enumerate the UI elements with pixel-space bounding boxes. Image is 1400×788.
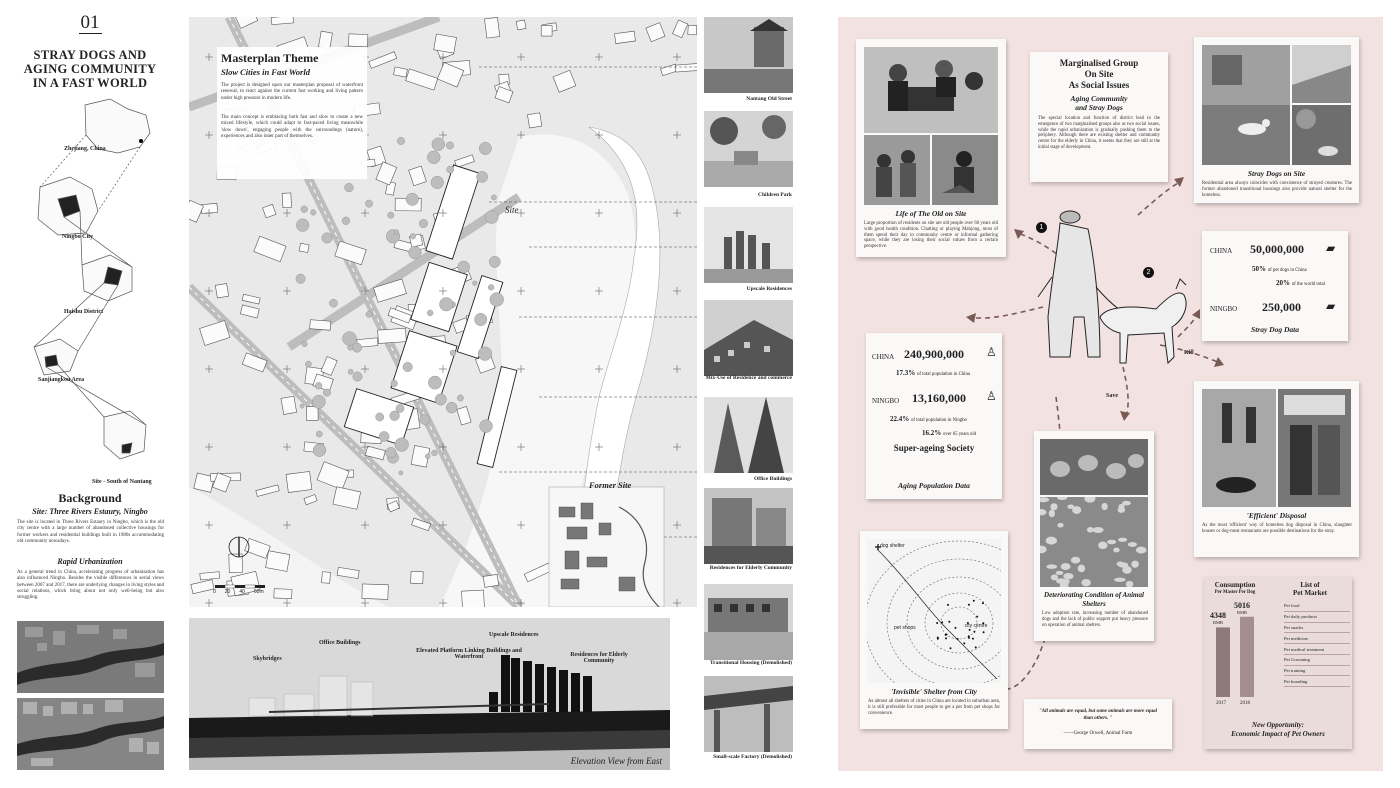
aerial-photo-2017 [17, 698, 164, 770]
marginalised-text: The special location and function of district lead to the emergence of two marginalised groups also as two social issues, while the rapid urbanization is gradually pushing them to the periphery. Although there are existing shelter and community centre for the elderly in China, it seems that they are still at the initial stage of development. [1038, 116, 1160, 150]
aging-pct1: 17.3% of total population in China [896, 369, 971, 377]
dog-data-pct1: 50% of pet dogs in China [1252, 265, 1307, 273]
pet-market-list-item: Pet daily products [1284, 612, 1350, 623]
masterplan-subtitle: Slow Cities in Fast World [221, 67, 310, 77]
marginalised-subtitle: Aging Community and Stray Dogs [1070, 94, 1128, 112]
bar-value-2018: 5016 [1234, 600, 1250, 610]
dog-data-china-label: CHINA [1210, 247, 1233, 255]
former-site-label: Former Site [589, 480, 632, 490]
pet-market-list-item: Pet medical treatment [1284, 644, 1350, 655]
consumption-subheading: Per Master Per Dog [1214, 590, 1256, 595]
stray-dogs-site-title: Stray Dogs on Site [1247, 169, 1306, 178]
aging-population-title: Aging Population Data [898, 481, 970, 490]
site-label: Site [505, 205, 519, 215]
masterplan-map [189, 17, 697, 607]
elderly-gathering-photo [864, 135, 930, 205]
strip-photo-5 [704, 488, 793, 564]
left-column [0, 0, 180, 788]
aerial-photo-2007 [17, 621, 164, 693]
map-label-ningbo: Ningbo City [62, 234, 94, 240]
invisible-shelter-card [860, 531, 1008, 729]
shelter-dogs-photo-2 [1040, 497, 1148, 587]
masterplan-title: Masterplan Theme [221, 51, 319, 65]
strip-label-7: Small-scale Factory (Demolished) [713, 754, 792, 760]
animal-shelters-text: Low adoption rate, increasing number of abandoned dogs and the lack of public support put heavy pressure on operation of animal shelters. [1042, 611, 1148, 628]
quote-author: ——George Orwell, Animal Farm [1063, 731, 1133, 736]
map-label-pet-shops: pet shops [894, 625, 916, 631]
elderly-silhouette-icon-2: ♙ [986, 389, 997, 403]
efficient-disposal-text: As the most 'efficient' way of homeless dog disposal in China, slaughter houses or dog-meat restaurants are possible destinations for the stray. [1202, 523, 1352, 534]
stray-dog-photo-2 [1292, 45, 1351, 103]
social-issues-panel [838, 17, 1383, 771]
aging-china-label: CHINA [872, 353, 895, 361]
elevation-view [189, 618, 670, 770]
marker-2: 2 [1143, 267, 1154, 278]
map-label-city-centre: city centre [964, 623, 988, 629]
bar-unit-2017: RMB [1213, 620, 1224, 626]
strip-label-2: Upscale Residences [746, 286, 792, 292]
urbanization-heading: Rapid Urbanization [57, 557, 123, 566]
pet-market-list-item: Pet medicine [1284, 633, 1350, 644]
elderly-silhouette-icon: ♙ [986, 345, 997, 359]
dog-data-pct2: 20% of the world total [1276, 279, 1325, 287]
pet-economy-card [1204, 577, 1352, 749]
arrow-label-save: Save [1106, 393, 1118, 399]
strip-label-0: Nantang Old Street [746, 96, 792, 102]
quote-card [1024, 699, 1172, 749]
strip-label-6: Transitional Housing (Demolished) [709, 660, 792, 666]
pet-market-list-item: Pet snacks [1284, 623, 1350, 634]
elevation-label-platform: Elevated Platform Linking Buildings and Waterfront [416, 648, 522, 660]
bar-year-2018: 2018 [1240, 701, 1250, 706]
marginalised-title: Marginalised Group On Site As Social Issues [1059, 58, 1139, 90]
invisible-shelter-title: 'Invisible' Shelter from City [890, 687, 978, 696]
animal-shelters-card [1034, 431, 1154, 641]
pet-market-list-item: Pet boarding [1284, 676, 1350, 687]
stray-dog-data-card [1202, 231, 1348, 341]
elevation-label-offices: Office Buildings [319, 640, 361, 646]
masterplan-text-1: The project is designed upon our masterplan proposal of waterfront renewal, to react against the current fast working and living pattern under high pressure in modern life. [221, 83, 363, 101]
aging-population-card [866, 333, 1002, 499]
strip-photo-7 [704, 676, 793, 752]
aging-ningbo-label: NINGBO [872, 397, 900, 405]
aging-pct2: 22.4% of total population in Ningbo [890, 415, 967, 423]
marker-1: 1 [1036, 222, 1047, 233]
invisible-shelter-text: As almost all shelters of cities in China are located in suburban area, it is still preferable for most people to get a pet from pet shops for convenience. [868, 699, 1000, 716]
background-text: The site is located in Three Rivers Estaury in Ningbo, which is the old city centre with a large number of abandoned collective housings for former workers and residential buildings built in 1980s accommodating old community nowadays. [17, 520, 164, 544]
scale-bar: 0 20 40 60m [213, 589, 264, 595]
strip-label-5: Residences for Elderly Community [709, 565, 792, 571]
stray-dogs-site-card [1194, 37, 1359, 203]
stray-dogs-site-text: Residential area always coincides with coexistence of strayed creatures. The former abandoned transitional housings also provide natural shelter for the homeless. [1202, 181, 1352, 198]
elevation-title: Elevation View from East [570, 756, 662, 766]
bar-2018 [1240, 617, 1254, 697]
dog-data-ningbo-value: 250,000 [1262, 300, 1301, 314]
aging-society-label: Super-ageing Society [893, 443, 975, 453]
stray-dog-road-photo [1202, 45, 1290, 165]
pet-market-list-item: Pet training [1284, 666, 1350, 677]
map-label-sanjiangkou: Sanjiangkou Area [38, 377, 85, 383]
life-of-old-title: Life of The Old on Site [895, 209, 967, 218]
map-label-dog-shelter: dog shelter [880, 543, 905, 549]
elevation-label-elderly: Residences for Elderly Community [570, 652, 628, 664]
efficient-disposal-card [1194, 381, 1359, 557]
elevation-label-upscale: Upscale Residences [489, 632, 539, 638]
animal-shelters-title: Deteriorating Condition of Animal Shelters [1044, 591, 1144, 608]
strip-photo-6 [704, 584, 793, 660]
dog-silhouette-icon-2: ▰ [1326, 299, 1336, 313]
background-heading: Background [58, 491, 122, 505]
arrow-label-kill: Kill [1184, 350, 1194, 356]
dog-data-ningbo-label: NINGBO [1210, 305, 1238, 313]
strip-photo-3 [704, 300, 793, 376]
efficient-disposal-title: 'Efficient' Disposal [1246, 511, 1307, 520]
pet-market-list-item: Pet food [1284, 601, 1350, 612]
location-maps [0, 95, 180, 490]
pet-market-heading: List of Pet Market [1292, 581, 1327, 597]
strip-label-1: Children Park [758, 192, 792, 198]
disposal-photo-1 [1202, 389, 1276, 507]
strip-label-4: Office Buildings [753, 476, 792, 482]
bar-year-2017: 2017 [1216, 701, 1226, 706]
shelter-distance-map [867, 539, 1001, 683]
bar-unit-2018: RMB [1237, 609, 1248, 615]
map-label-zhejiang: Zhejiang, China [64, 146, 106, 152]
stray-dog-data-title: Stray Dog Data [1251, 325, 1299, 334]
aging-pct3: 16.2% over 65 years old [922, 429, 977, 437]
main-title: STRAY DOGS AND AGING COMMUNITY IN A FAST WORLD [23, 48, 157, 90]
bar-2017 [1216, 627, 1230, 697]
life-of-old-text: Large proportion of residents on site are old people over 60 years old with good health condition. Chatting or playing Mahjong, most of them spend their day in community centre or informal gathering space, while they are losing their social values from a certain perspective. [864, 221, 998, 250]
marginalised-group-card [1030, 52, 1168, 182]
elderly-dog-photo [932, 135, 998, 205]
consumption-heading: Consumption [1214, 581, 1256, 589]
dog-silhouette-icon: ▰ [1326, 241, 1336, 255]
disposal-photo-2 [1278, 389, 1351, 507]
life-of-old-card [856, 39, 1006, 257]
strip-photo-1 [704, 111, 793, 187]
pet-market-list-item: Pet Grooming [1284, 655, 1350, 666]
background-subtitle: Site: Three Rivers Estaury, Ningbo [32, 507, 148, 516]
urbanization-text: As a general trend in China, accelerating progress of urbanisation has also influenced Ningbo. Besides the visible differences in aerial views between 2007 and 2017, there are underlying changes in living styles and social relations, which bring about not only well-being but also struggling. [17, 570, 164, 601]
page-number: 01 [80, 12, 100, 33]
strip-photo-2 [704, 207, 793, 283]
elevation-label-skybridges: Skybridges [253, 656, 282, 662]
quote-text: "All animals are equal, but some animals are more equal than others. " [1038, 709, 1158, 721]
dog-data-china-value: 50,000,000 [1250, 242, 1304, 256]
strip-photo-0 [704, 17, 793, 93]
strip-photo-4 [704, 397, 793, 473]
aging-china-value: 240,900,000 [904, 347, 964, 361]
aging-ningbo-value: 13,160,000 [912, 391, 966, 405]
strip-label-3: Mix-Use of Residence and commerce [705, 375, 792, 381]
bar-value-2017: 4348 [1210, 611, 1226, 621]
map-label-haishu: Haishu District [64, 309, 104, 315]
stray-dog-photo-3 [1292, 105, 1351, 165]
mahjong-photo [864, 47, 998, 133]
pet-economy-title: New Opportunity: Economic Impact of Pet Owners [1231, 721, 1325, 738]
shelter-dogs-photo-1 [1040, 439, 1148, 495]
pet-market-list [1284, 601, 1350, 687]
map-label-site: Site - South of Nantang [92, 479, 152, 485]
masterplan-text-2: The main concept is embracing both fast and slow to create a new mixed lifestyle, which could adapt to fast-paced living meanwhile 'slow down', engaging people with the surroundings (nature), experiences and also inner part of themselves. [221, 115, 363, 139]
